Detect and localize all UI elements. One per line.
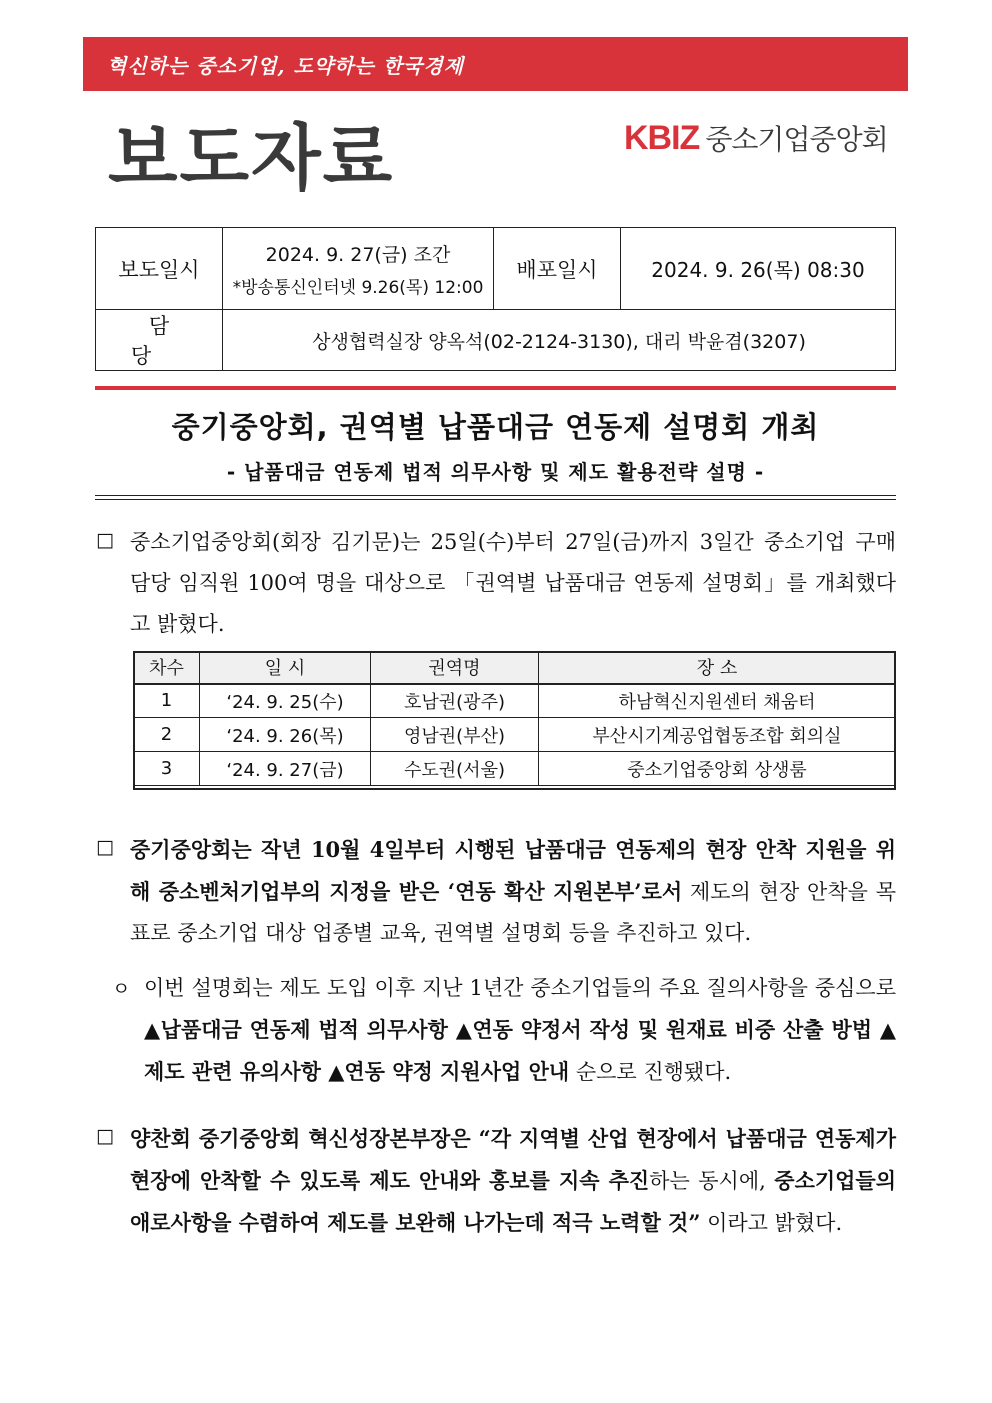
schedule-round: 2 (134, 718, 200, 752)
schedule-header-round: 차수 (134, 652, 200, 684)
double-divider (95, 495, 896, 500)
dist-date: 2024. 9. 26(목) 08:30 (621, 228, 896, 310)
schedule-header-venue: 장 소 (539, 652, 896, 684)
square-bullet: □ (96, 529, 114, 551)
schedule-venue: 부산시기계공업협동조합 회의실 (539, 718, 896, 752)
schedule-table (133, 651, 896, 786)
headline-subtitle: - 납품대금 연동제 법적 의무사항 및 제도 활용전략 설명 - (226, 460, 765, 484)
schedule-round: 1 (134, 684, 200, 718)
release-date: 2024. 9. 27(금) 조간 (265, 243, 451, 266)
schedule-region: 영남권(부산) (371, 718, 539, 752)
schedule-header-date: 일 시 (200, 652, 371, 684)
square-bullet: □ (96, 1125, 114, 1147)
square-bullet: □ (96, 836, 114, 858)
doc-title: 보도자료 (108, 116, 395, 200)
table-row (134, 684, 896, 718)
schedule-region: 호남권(광주) (371, 684, 539, 718)
slogan-text: 혁신하는 중소기업, 도약하는 한국경제 (107, 54, 464, 78)
paragraph-3 (144, 968, 896, 1093)
table-row (134, 718, 896, 752)
paragraph-3-start: 이번 설명회는 제도 도입 이후 지난 1년간 중소기업들의 주요 질의사항을 중심으로 (144, 976, 896, 1000)
schedule-venue: 하남혁신지원센터 채움터 (539, 684, 896, 718)
schedule-region: 수도권(서울) (371, 752, 539, 786)
dist-label: 배포일시 (494, 228, 621, 310)
logo-brand: KBIZ (624, 118, 700, 157)
red-divider (95, 386, 896, 390)
schedule-round: 3 (134, 752, 200, 786)
schedule-date: ‘24. 9. 27(금) (200, 752, 371, 786)
paragraph-2-rest: 제도의 현장 안착을 목표로 중소기업 대상 업종별 교육, 권역별 설명회 등을 추진하고 있다. (130, 880, 896, 945)
paragraph-4-mid: 하는 동시에, (649, 1169, 775, 1193)
contact-label-text: 담 당 (130, 314, 206, 368)
paragraph-4-end: 이라고 밝혔다. (700, 1211, 843, 1235)
paragraph-2 (130, 829, 896, 954)
table-row (134, 752, 896, 786)
schedule-date: ‘24. 9. 25(수) (200, 684, 371, 718)
release-label: 보도일시 (96, 228, 223, 310)
schedule-header-row (134, 652, 896, 684)
paragraph-2-bold: 중기중앙회는 작년 10월 4일부터 시행된 납품대금 연동제의 현장 안착 지원을 위해 중소벤처기업부의 지정을 받은 ‘연동 확산 지원본부’로서 (130, 837, 896, 904)
paragraph-3-bold: ▲납품대금 연동제 법적 의무사항 ▲연동 약정서 작성 및 원재료 비중 산출 방법 ▲제도 관련 유의사항 ▲연동 약정 지원사업 안내 (144, 1017, 896, 1084)
contact-info: 상생협력실장 양옥석(02-2124-3130), 대리 박윤겸(3207) (223, 310, 896, 371)
circle-bullet: ㅇ (112, 978, 131, 1000)
slogan-banner (83, 37, 908, 91)
paragraph-3-end: 순으로 진행됐다. (569, 1060, 732, 1084)
kbiz-logo (624, 118, 888, 158)
paragraph-4 (130, 1118, 896, 1244)
contact-label (96, 310, 223, 371)
paragraph-4-bold: 양찬회 중기중앙회 혁신성장본부장은 “각 지역별 산업 현장에서 납품대금 연동제가 현장에 안착할 수 있도록 제도 안내와 홍보를 지속 추진 (130, 1126, 896, 1193)
headline-title: 중기중앙회, 권역별 납품대금 연동제 설명회 개최 (171, 410, 820, 444)
release-note: *방송통신인터넷 9.26(목) 12:00 (232, 277, 484, 298)
paragraph-1: 중소기업중앙회(회장 김기문)는 25일(수)부터 27일(금)까지 3일간 중소기업 구매 담당 임직원 100여 명을 대상으로 「권역별 납품대금 연동제 설명회」를 개최했다고 밝혔다. (130, 530, 896, 636)
schedule-venue: 중소기업중앙회 상생룸 (539, 752, 896, 786)
release-info-table (95, 227, 896, 371)
logo-org-name: 중소기업중앙회 (705, 123, 888, 156)
schedule-date: ‘24. 9. 26(목) (200, 718, 371, 752)
paragraph-4-bold-2: 중소기업들의 애로사항을 수렴하여 제도를 보완해 나가는데 적극 노력할 것” (130, 1168, 896, 1235)
release-date-cell (223, 228, 494, 310)
schedule-header-region: 권역명 (371, 652, 539, 684)
